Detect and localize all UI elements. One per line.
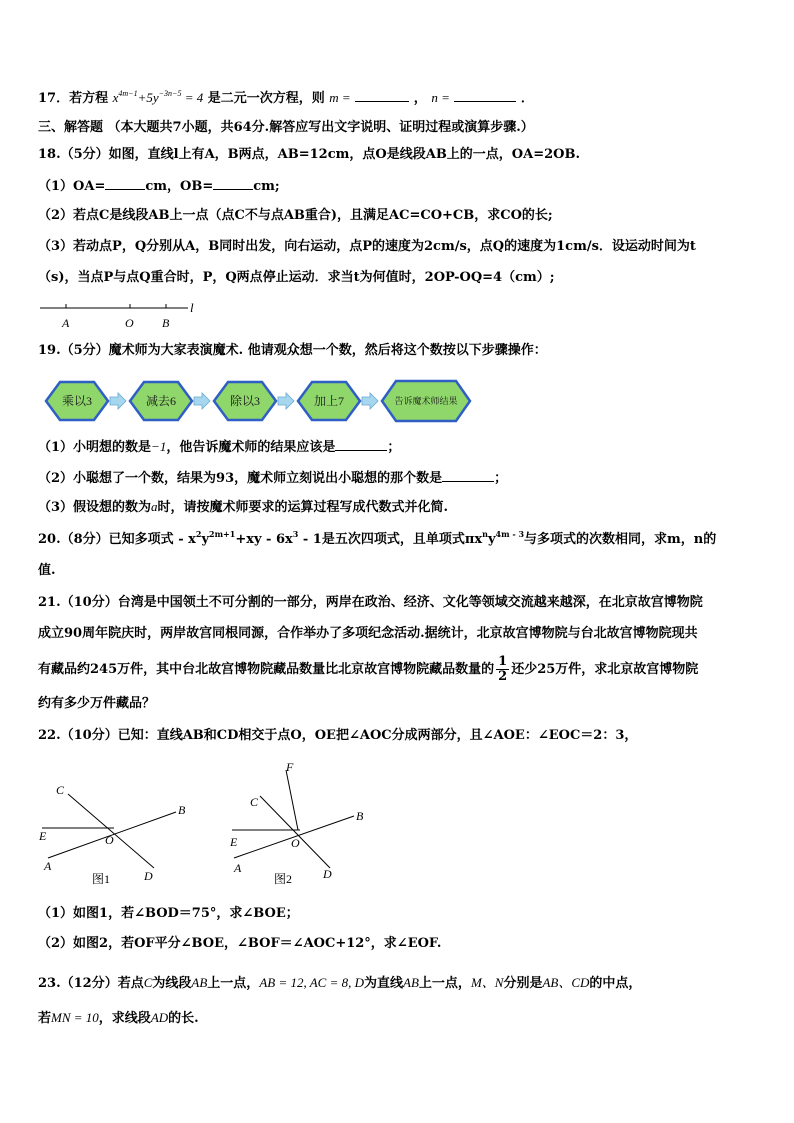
question-18-part3-line2: （s)，当点P与点Q重合时，P，Q两点停止运动．求当t为何值时，2OP-OQ=4（cm）; — [38, 270, 555, 285]
point-label-a: A — [62, 316, 70, 330]
question-18-part3-line1: （3）若动点P，Q分别从A，B同时出发，向右运动，点P的速度为2cm/s，点Q的速度为1cm/s．设运动时间为t — [38, 239, 696, 254]
arrow-2-icon — [194, 393, 210, 409]
question-22-part1: （1）如图1，若∠BOD＝75°，求∠BOE； — [38, 906, 299, 921]
question-19-stem: 19.（5分）魔术师为大家表演魔术. 他请观众想一个数，然后将这个数按以下步骤操作： — [38, 343, 547, 358]
fig1-label-b: B — [178, 803, 186, 817]
section-3-heading: 三、解答题 （本大题共7小题，共64分.解答应写出文字说明、证明过程或演算步骤.） — [38, 120, 534, 135]
answer-blank-n[interactable] — [454, 88, 516, 102]
question-19-part1: （1）小明想的数是−1，他告诉魔术师的结果应该是 ； — [38, 439, 401, 455]
answer-blank-19-1[interactable] — [335, 437, 387, 451]
question-21-line2: 成立90周年院庆时，两岸故宫同根同源，合作举办了多项纪念活动.据统计，北京故宫博物院与台北故宫博物院现共 — [38, 626, 698, 641]
q22-figure-1 — [36, 782, 196, 888]
fig1-label-d: D — [144, 869, 153, 883]
question-23-line1: 23.（12分）若点C为线段AB上一点，AB = 12, AC = 8, D为直线AB上一点，M、N分别是AB、CD的中点， — [38, 975, 642, 991]
fig2-label-a: A — [234, 861, 242, 875]
question-23-line2: 若MN = 10，求线段AD的长. — [38, 1010, 199, 1026]
question-21-line4: 约有多少万件藏品？ — [38, 696, 156, 711]
step-4-diamond — [298, 382, 360, 420]
step-2-label: 减去6 — [145, 394, 177, 408]
question-18-stem: 18.（5分）如图，直线l上有A，B两点，AB=12cm，点O是线段AB上的一点，OA=2OB. — [38, 147, 580, 162]
step-2-diamond — [130, 382, 192, 420]
fig1-label-o: O — [105, 833, 114, 847]
point-label-o: O — [125, 316, 134, 330]
question-19-part3: （3）假设想的数为a时，请按魔术师要求的运算过程写成代数式并化简. — [38, 499, 449, 515]
arrow-4-icon — [362, 393, 378, 409]
question-18-part2: （2）若点C是线段AB上一点（点C不与点AB重合)，且满足AC=CO+CB，求CO的长; — [38, 208, 553, 223]
question-21-line3: 有藏品约245万件，其中台北故宫博物院藏品数量比北京故宫博物院藏品数量的 $\frac{1}{2}$ 还少25万件，求北京故宫博物院 — [38, 654, 699, 684]
step-3-label: 除以3 — [229, 394, 261, 408]
fig2-label-b: B — [356, 809, 364, 823]
fig2-label-f: F — [286, 760, 294, 774]
fig2-label-e: E — [230, 835, 238, 849]
question-22-stem: 22.（10分）已知：直线AB和CD相交于点O，OE把∠AOC分成两部分，且∠AOE：∠EOC＝2：3， — [38, 728, 638, 743]
arrow-1-icon — [110, 393, 126, 409]
magic-steps-flowchart — [44, 378, 474, 424]
point-label-b: B — [162, 316, 170, 330]
q18-number-line-figure — [38, 298, 208, 332]
question-18-part1: （1）OA= cm，OB= cm; — [38, 176, 754, 196]
answer-blank-19-2[interactable] — [442, 468, 494, 482]
fig2-label-d: D — [323, 867, 332, 881]
step-5-label: 告诉魔术师结果 — [394, 396, 458, 406]
answer-blank-ob[interactable] — [213, 176, 253, 190]
step-1-diamond — [46, 382, 108, 420]
fig1-label-c: C — [56, 783, 65, 797]
answer-blank-m[interactable] — [355, 88, 409, 102]
answer-blank-oa[interactable] — [105, 176, 145, 190]
fig2-label-c: C — [250, 795, 259, 809]
fig1-label-a: A — [44, 859, 52, 873]
fig2-label-o: O — [291, 836, 300, 850]
q22-figure-2 — [228, 758, 378, 888]
question-20-line1: 20.（8分）已知多项式 - $x^2y^{2m+1}+xy - 6x^3 - 1$是五次四项式，且单项式$\pi x^ny^{4m - 3}$与多项式的次数相同，求m，n的 — [38, 529, 717, 547]
question-22-part2: （2）如图2，若OF平分∠BOE，∠BOF＝∠AOC+12°，求∠EOF. — [38, 936, 442, 951]
step-3-diamond — [214, 382, 276, 420]
fig1-caption: 图1 — [92, 872, 111, 886]
fraction-one-half: $\frac{1}{2}$ — [498, 654, 508, 684]
fig1-label-e: E — [39, 829, 47, 843]
question-17: 17．若方程 $x^{4m-1}+5y^{-3n-5} = 4$ 是二元一次方程，则 m = ， n = ． — [38, 89, 534, 106]
question-21-line1: 21.（10分）台湾是中国领土不可分割的一部分，两岸在政治、经济、文化等领域交流越来越深，在北京故宫博物院 — [38, 595, 703, 610]
arrow-3-icon — [278, 393, 294, 409]
fig2-caption: 图2 — [274, 872, 293, 886]
step-1-label: 乘以3 — [61, 394, 93, 408]
question-20-line2: 值. — [38, 563, 56, 578]
q17-equation: $x^{4m-1}+5y^{-3n-5} = 4$ — [112, 89, 204, 105]
line-label-l: l — [190, 300, 194, 315]
question-19-part2: （2）小聪想了一个数，结果为93，魔术师立刻说出小聪想的那个数是 ； — [38, 468, 754, 488]
step-5-hexagon — [382, 381, 470, 421]
step-4-label: 加上7 — [313, 394, 345, 408]
